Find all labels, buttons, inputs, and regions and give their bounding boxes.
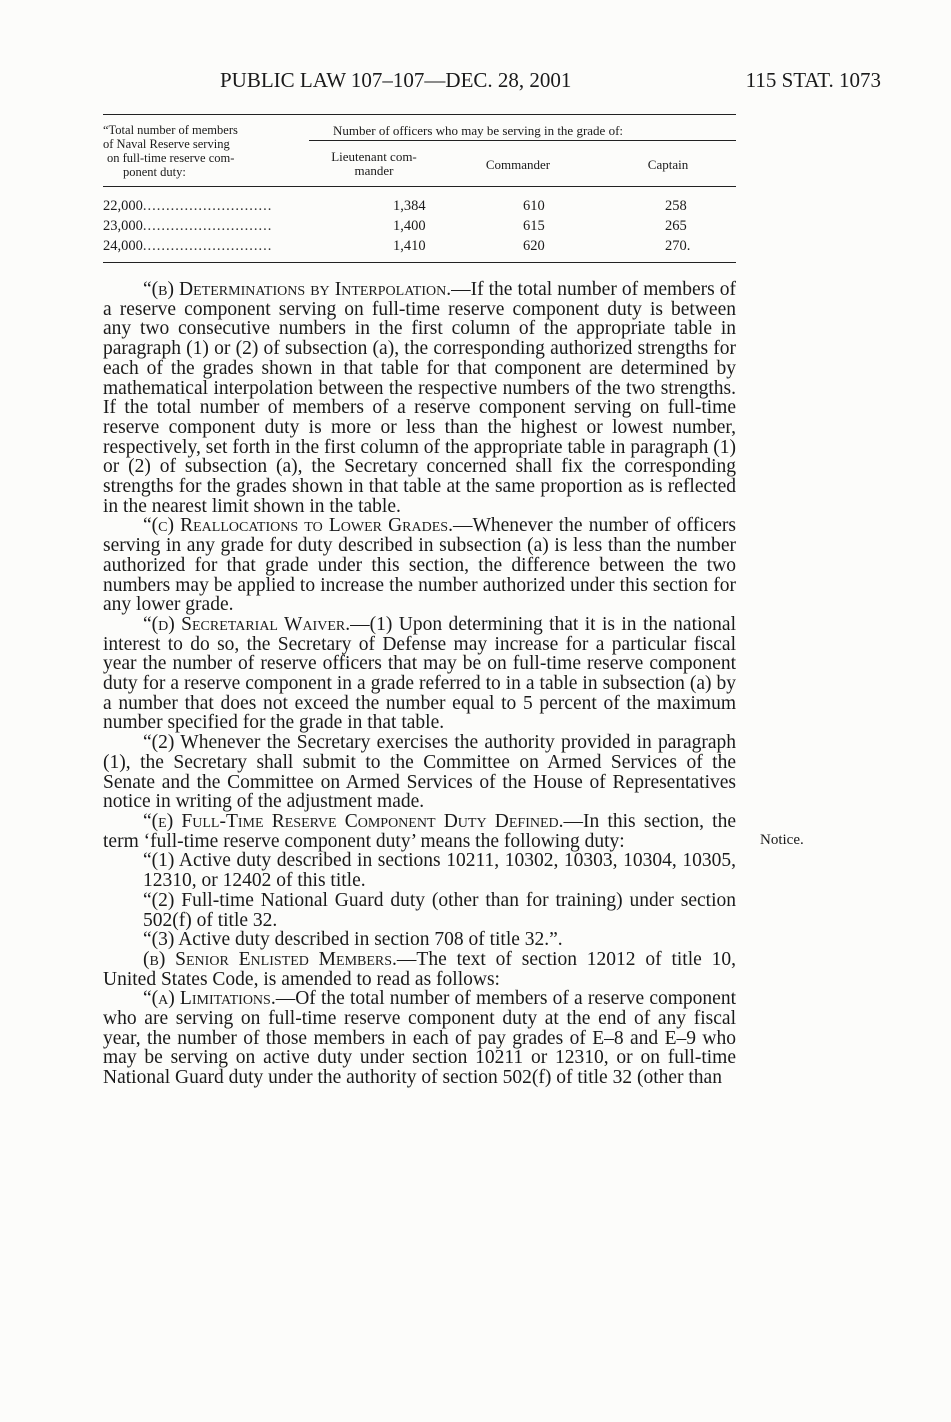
grade-group-header: Number of officers who may be serving in the grade of:	[333, 123, 624, 138]
heading-d: “(d) Secretarial Waiver.	[143, 613, 351, 635]
heading-senior-enlisted: (b) Senior Enlisted Members.	[143, 948, 397, 970]
group-header-rule	[309, 140, 736, 141]
table-row: 23,000............................ 1,400 615 265	[103, 218, 687, 234]
paragraph-senior-enlisted: (b) Senior Enlisted Members.—The text of section 12012 of title 10, United States Code, is amended to read as follows:	[103, 948, 737, 990]
captain-header: Captain	[647, 157, 689, 172]
total-members-column-header: “Total number of members of Naval Reserve serving on full-time reserve com- ponent duty:	[103, 123, 238, 179]
paragraph-d: “(d) Secretarial Waiver.—(1) Upon determining that it is in the national interest to do so, the Secretary of Defense may increase for a particular fiscal year the number of reserve officers that may be on full-time reserve component duty for a reserve component in a grade referred to in a table in subsection (a) by a number that does not exceed the number equal to 5 percent of the maximum number specified for the grade in that table.	[103, 613, 736, 734]
paragraph-limitations: “(a) Limitations.—Of the total number of members of a reserve component who are serving on full-time reserve component duty at the end of any fiscal year, the number of those members in each of pay grades of E–8 and E–9 who may be serving on active duty under section 10211 or 12310, or on full-time National Guard duty under the authority of section 502(f) of title 32 (other than	[103, 988, 736, 1089]
header-bottom-rule	[103, 186, 736, 187]
paragraph-c: “(c) Reallocations to Lower Grades.—Whenever the number of officers serving in any grade for duty described in subsection (a) is less than the number authorized for that grade under this section, the difference between the two numbers may be applied to increase the number authorized under this section for any lower grade.	[103, 515, 736, 616]
paragraph-e2: “(2) Full-time National Guard duty (other than for training) under section 502(f) of title 32.	[143, 889, 736, 931]
page-header	[0, 68, 951, 98]
commander-header: Commander	[485, 157, 551, 172]
stat-page-number: 115 STAT. 1073	[745, 68, 881, 92]
margin-note: Notice.	[760, 832, 804, 848]
table-top-rule	[103, 114, 736, 115]
table-bottom-rule	[103, 262, 736, 263]
heading-c: “(c) Reallocations to Lower Grades.	[143, 515, 453, 537]
paragraph-e: “(e) Full-Time Reserve Component Duty Defined.—In this section, the term ‘full-time reserve component duty’ means the following duty:	[103, 810, 736, 852]
table-row: 22,000............................ 1,384 610 258	[103, 198, 687, 214]
heading-e: “(e) Full-Time Reserve Component Duty Defined.	[143, 810, 564, 832]
paragraph-d2: “(2) Whenever the Secretary exercises the authority provided in paragraph (1), the Secretary shall submit to the Committee on Armed Services of the Senate and the Committee on Armed Services of the House of Representatives notice in writing of the adjustment made.	[103, 732, 736, 813]
paragraph-e3: “(3) Active duty described in section 708 of title 32.”.	[143, 929, 563, 951]
paragraph-b: “(b) Determinations by Interpolation.—If the total number of members of a reserve component serving on full-time reserve component duty is between any two consecutive numbers in the first column of the appropriate table in paragraph (1) or (2) of subsection (a), the corresponding authorized strengths for each of the grades shown in that table for that component are determined by mathematical interpolation between the respective numbers of the two strengths. If the total number of members of a reserve component serving on full-time reserve component duty is more or less than the highest or lowest number, respectively, set forth in the first column of the appropriate table in paragraph (1) or (2) of subsection (a), the Secretary concerned shall fix the corresponding strengths for the grades shown in that table at the same proportion as is reflected in the nearest limit shown in the table.	[103, 279, 736, 517]
statute-body	[103, 280, 736, 1088]
heading-limitations: “(a) Limitations.	[143, 988, 276, 1010]
table-row: 24,000............................ 1,410 620 270.	[103, 238, 691, 254]
heading-b: “(b) Determinations by Interpolation.	[143, 279, 452, 300]
lt-commander-header: Lieutenant com- mander	[331, 149, 417, 178]
paragraph-e1: “(1) Active duty described in sections 10211, 10302, 10303, 10304, 10305, 12310, or 12402 of this title.	[143, 850, 736, 892]
running-title: PUBLIC LAW 107–107—DEC. 28, 2001	[220, 68, 572, 92]
